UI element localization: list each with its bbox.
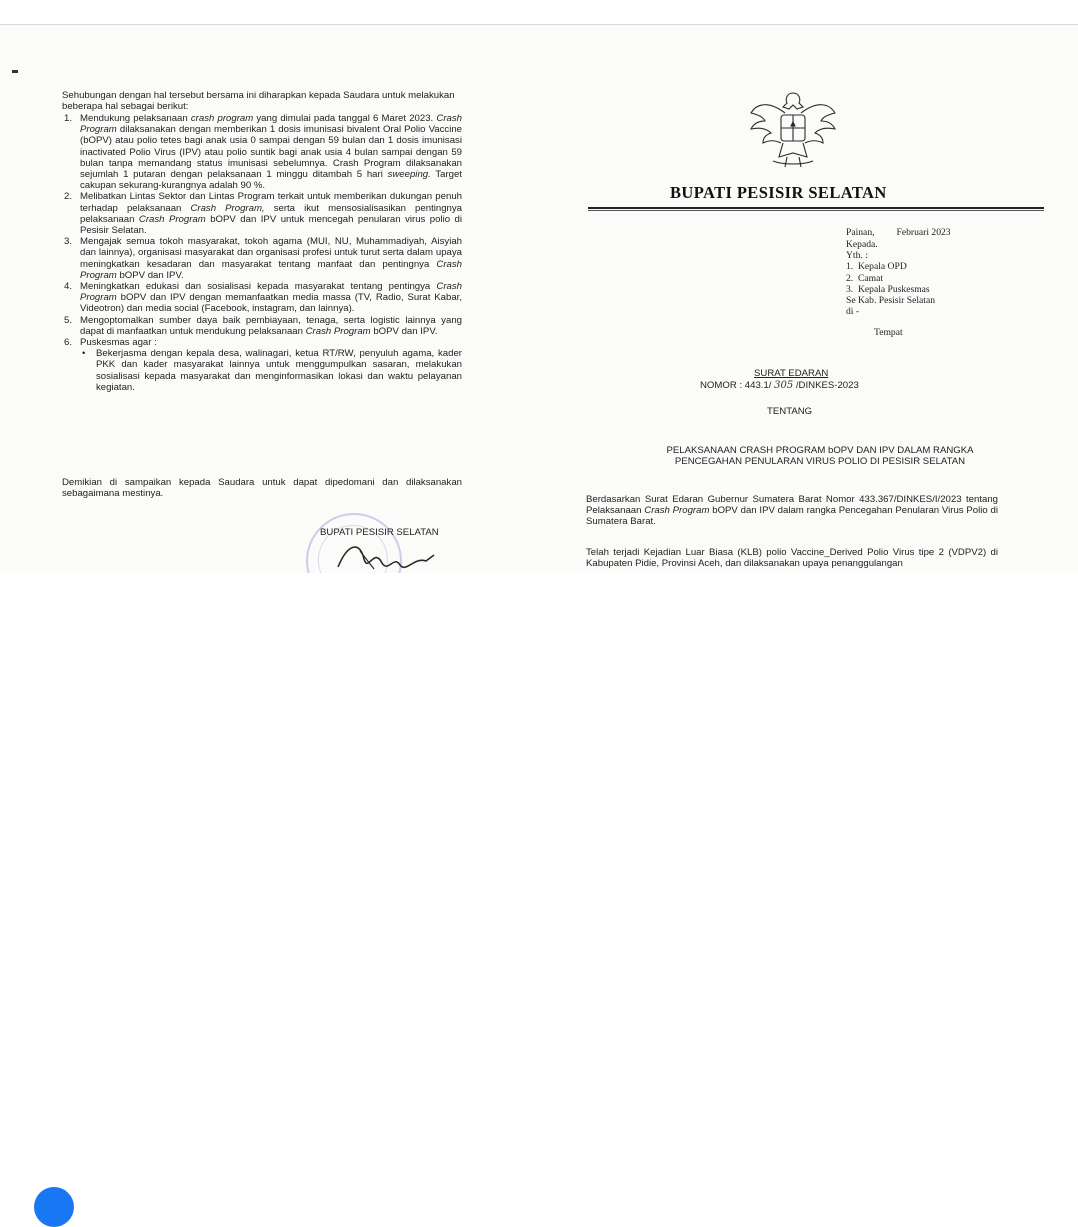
list-item bbox=[62, 281, 462, 315]
number-handwritten: 305 bbox=[774, 380, 794, 391]
recipient-line: 2. Camat bbox=[846, 272, 884, 284]
date-month: Februari 2023 bbox=[896, 227, 951, 238]
item-text: Mendukung pelaksanaan crash program yang dimulai pada tanggal 6 Maret 2023. Crash Program dilaksanakan dengan memberikan 1 dosis imunisasi bivalent Oral Polio Vaccine (bOPV) atau polio tetes bagi anak usia 0 sampai dengan 59 bulan dan 1 dosis imunisasi inactivated Polio Virus (IPV) atau polio suntik bagi anak usia 4 bulan sampai dengan 59 bulan tanpa memandang status imunisasi sebelumnya. Crash Program dilaksanakan sejumlah 1 putaran dengan pelaksanaan 1 minggu ditambah 5 hari sweeping. Target cakupan sekurang-kurangnya adalah 90 %. bbox=[80, 113, 462, 192]
recipient-block bbox=[846, 239, 935, 317]
subject-line: PENCEGAHAN PENULARAN VIRUS POLIO DI PESISIR SELATAN bbox=[674, 456, 966, 468]
garuda-emblem-icon bbox=[743, 87, 843, 177]
item-text: Mengajak semua tokoh masyarakat, tokoh agama (MUI, NU, Muhammadiyah, Aisyiah dan lainnya), organisasi masyarakat dan organisasi profesi untuk turut serta dalam upaya meningkatkan kesadaran dan masyarakat tentang manfaat dan pentingnya Crash Program bOPV dan IPV. bbox=[80, 236, 462, 281]
signature-title: BUPATI PESISIR SELATAN bbox=[320, 527, 439, 538]
list-item bbox=[62, 236, 462, 281]
recipient-place: Tempat bbox=[874, 327, 903, 338]
item-text: Mengoptomalkan sumber daya baik pembiayaan, tenaga, serta logistic lainnya yang dapat di manfaatkan untuk mendukung pelaksanaan Crash Program bOPV dan IPV. bbox=[80, 314, 462, 337]
item-text: Melibatkan Lintas Sektor dan Lintas Program terkait untuk memberikan dukungan penuh terhadap pelaksanaan Crash Program, serta ikut mensosialisasikan pentingnya pelaksanaan Crash Program bOPV dan IPV untuk mencegah penularan virus polio di Pesisir Selatan. bbox=[80, 191, 463, 237]
circular-number bbox=[700, 380, 859, 391]
body-paragraph-cut: Telah terjadi Kejadian Luar Biasa (KLB) polio Vaccine_Derived Polio Virus tipe 2 (VDPV2) di Kabupaten Pidie, Provinsi Aceh, dan dilaksanakan upaya penanggulangan bbox=[586, 547, 998, 570]
item-number: 4. bbox=[64, 281, 73, 293]
recipient-line: 3. Kepala Puskesmas bbox=[846, 283, 930, 295]
recipient-line: Kepada. bbox=[846, 239, 878, 250]
recipient-line: di - bbox=[846, 306, 860, 318]
bottom-bar bbox=[0, 573, 1078, 622]
bullet-icon: • bbox=[82, 348, 86, 360]
recipient-line: Se Kab. Pesisir Selatan bbox=[846, 295, 935, 307]
action-list bbox=[62, 113, 462, 393]
date-line bbox=[846, 227, 951, 238]
list-item bbox=[62, 337, 462, 348]
subject-line: PELAKSANAAN CRASH PROGRAM bOPV DAN IPV DALAM RANGKA bbox=[666, 445, 974, 456]
right-page bbox=[540, 25, 1078, 573]
item-number: 5. bbox=[64, 314, 73, 326]
item-number: 3. bbox=[64, 236, 73, 248]
list-item bbox=[62, 191, 462, 236]
bullet-item bbox=[78, 348, 462, 393]
subject-block bbox=[630, 445, 1010, 467]
item-text: Puskesmas agar : bbox=[80, 337, 157, 349]
closing-paragraph: Demikian di sampaikan kepada Saudara untuk dapat dipedomani dan dilaksanakan sebagaimana mestinya. bbox=[62, 477, 462, 500]
list-item bbox=[62, 113, 462, 191]
date-place: Painan, bbox=[846, 227, 875, 238]
header-rule bbox=[588, 207, 1044, 209]
recipient-line: Yth. : bbox=[846, 250, 868, 262]
bullet-text: Bekerjasma dengan kepala desa, walinagari, ketua RT/RW, penyuluh agama, kader PKK dan kader masyarakat lainnya untuk menggumpulkan sasaran, melakukan sosialisasi kepada masyarakat dan menginformasikan lokasi dan waktu pelayanan kegiatan. bbox=[96, 348, 462, 393]
body-paragraph: Berdasarkan Surat Edaran Gubernur Sumatera Barat Nomor 433.367/DINKES/I/2023 tentang Pelaksanaan Crash Program bOPV dan IPV dalam rangka Pencegahan Penularan Virus Polio di Sumatera Barat. bbox=[586, 494, 998, 528]
header-rule-thin bbox=[588, 210, 1044, 211]
ink-mark bbox=[12, 70, 18, 73]
list-item bbox=[62, 315, 462, 337]
recipient-line: 1. Kepala OPD bbox=[846, 261, 907, 273]
letter-heading: BUPATI PESISIR SELATAN bbox=[670, 183, 887, 202]
top-bar bbox=[0, 0, 1078, 25]
item-number: 2. bbox=[64, 191, 73, 203]
item-text: Meningkatkan edukasi dan sosialisasi kepada masyarakat tentang pentingya Crash Program bOPV dan IPV dengan memanfaatkan media massa (TV, Radio, Surat Kabar, Videotron) dan media social (Facebook, instagram, dan lainnya). bbox=[80, 281, 462, 315]
document-photo[interactable] bbox=[0, 25, 1078, 573]
intro-paragraph: Sehubungan dengan hal tersebut bersama ini diharapkan kepada Saudara untuk melakukan beberapa hal sebagai berikut: bbox=[62, 90, 455, 113]
item-number: 1. bbox=[64, 113, 73, 124]
left-page bbox=[0, 25, 520, 573]
about-label: TENTANG bbox=[767, 406, 813, 417]
number-prefix: NOMOR : 443.1/ bbox=[700, 380, 772, 391]
number-suffix: /DINKES-2023 bbox=[795, 380, 859, 391]
item-number: 6. bbox=[64, 337, 73, 349]
circular-title: SURAT EDARAN bbox=[754, 368, 829, 379]
signature-icon bbox=[330, 537, 440, 573]
avatar[interactable] bbox=[34, 1187, 74, 1227]
